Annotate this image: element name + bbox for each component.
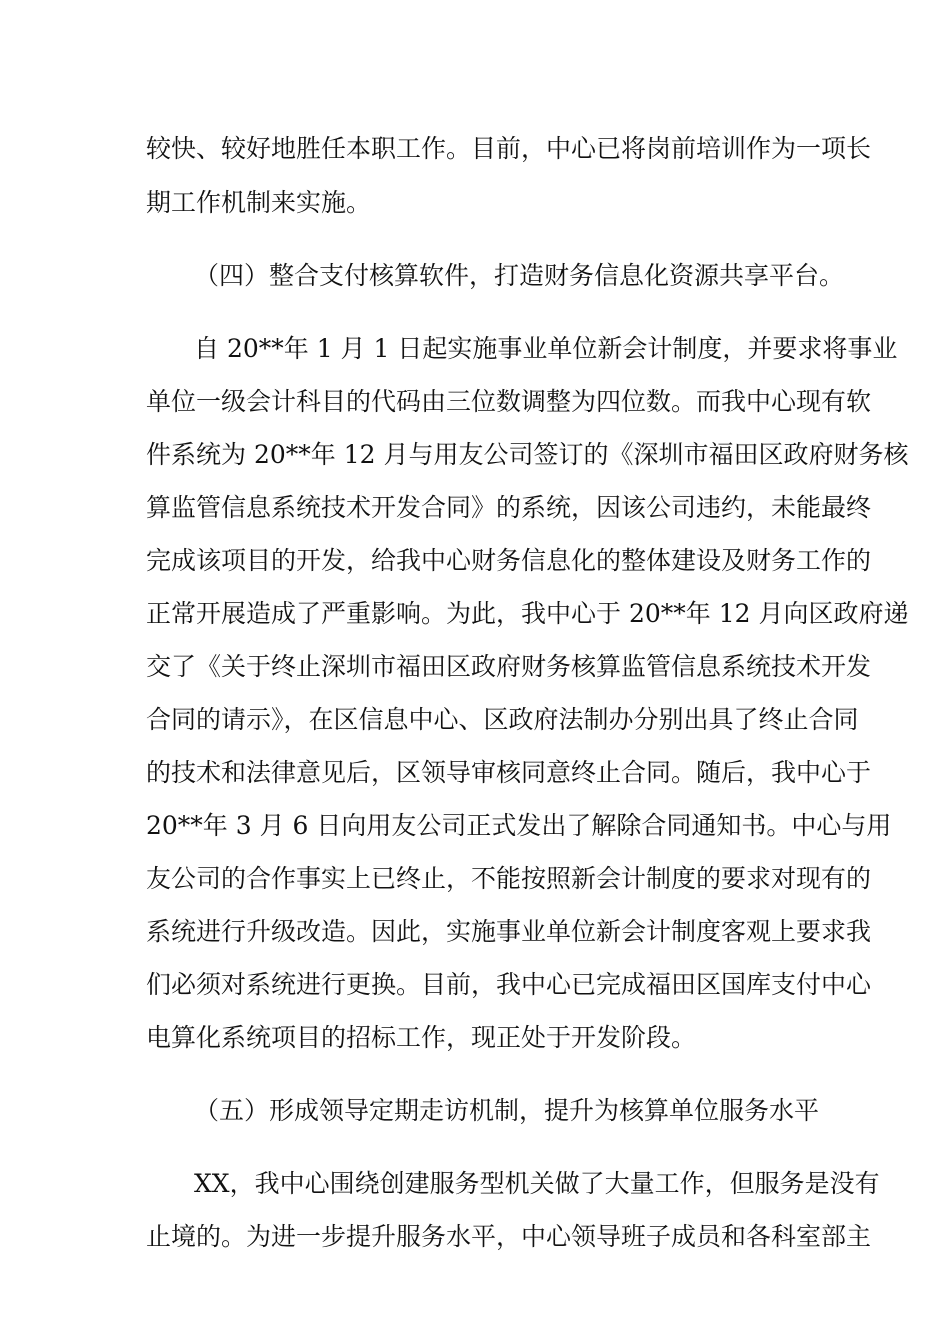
section-heading-5: （五）形成领导定期走访机制，提升为核算单位服务水平 (194, 1096, 820, 1125)
paragraph-2-line-9: 的技术和法律意见后，区领导审核同意终止合同。随后，我中心于 (146, 758, 872, 787)
paragraph-2-line-2: 单位一级会计科目的代码由三位数调整为四位数。而我中心现有软 (146, 387, 872, 416)
paragraph-2-line-8: 合同的请示》，在区信息中心、区政府法制办分别出具了终止合同 (146, 705, 859, 734)
paragraph-2-line-12: 系统进行升级改造。因此，实施事业单位新会计制度客观上要求我 (146, 917, 872, 946)
paragraph-2-line-5: 完成该项目的开发，给我中心财务信息化的整体建设及财务工作的 (146, 546, 872, 575)
paragraph-2-line-6: 正常开展造成了严重影响。为此，我中心于 20**年 12 月向区政府递 (146, 599, 909, 628)
paragraph-3-line-1: XX，我中心围绕创建服务型机关做了大量工作，但服务是没有 (194, 1169, 880, 1198)
paragraph-2-line-14: 电算化系统项目的招标工作，现正处于开发阶段。 (146, 1023, 697, 1052)
paragraph-2-line-4: 算监管信息系统技术开发合同》的系统，因该公司违约，未能最终 (146, 493, 872, 522)
paragraph-3-line-2: 止境的。为进一步提升服务水平，中心领导班子成员和各科室部主 (146, 1222, 872, 1251)
paragraph-1-line-2: 期工作机制来实施。 (146, 188, 372, 217)
paragraph-2-line-3: 件系统为 20**年 12 月与用友公司签订的《深圳市福田区政府财务核 (146, 440, 909, 469)
paragraph-2-line-10: 20**年 3 月 6 日向用友公司正式发出了解除合同通知书。中心与用 (146, 811, 892, 840)
section-heading-4: （四）整合支付核算软件，打造财务信息化资源共享平台。 (194, 261, 845, 290)
paragraph-1-line-1: 较快、较好地胜任本职工作。目前，中心已将岗前培训作为一项长 (146, 134, 872, 163)
paragraph-2-line-1: 自 20**年 1 月 1 日起实施事业单位新会计制度，并要求将事业 (194, 334, 898, 363)
paragraph-2-line-7: 交了《关于终止深圳市福田区政府财务核算监管信息系统技术开发 (146, 652, 872, 681)
paragraph-2-line-13: 们必须对系统进行更换。目前，我中心已完成福田区国库支付中心 (146, 970, 872, 999)
paragraph-2-line-11: 友公司的合作事实上已终止，不能按照新会计制度的要求对现有的 (146, 864, 872, 893)
